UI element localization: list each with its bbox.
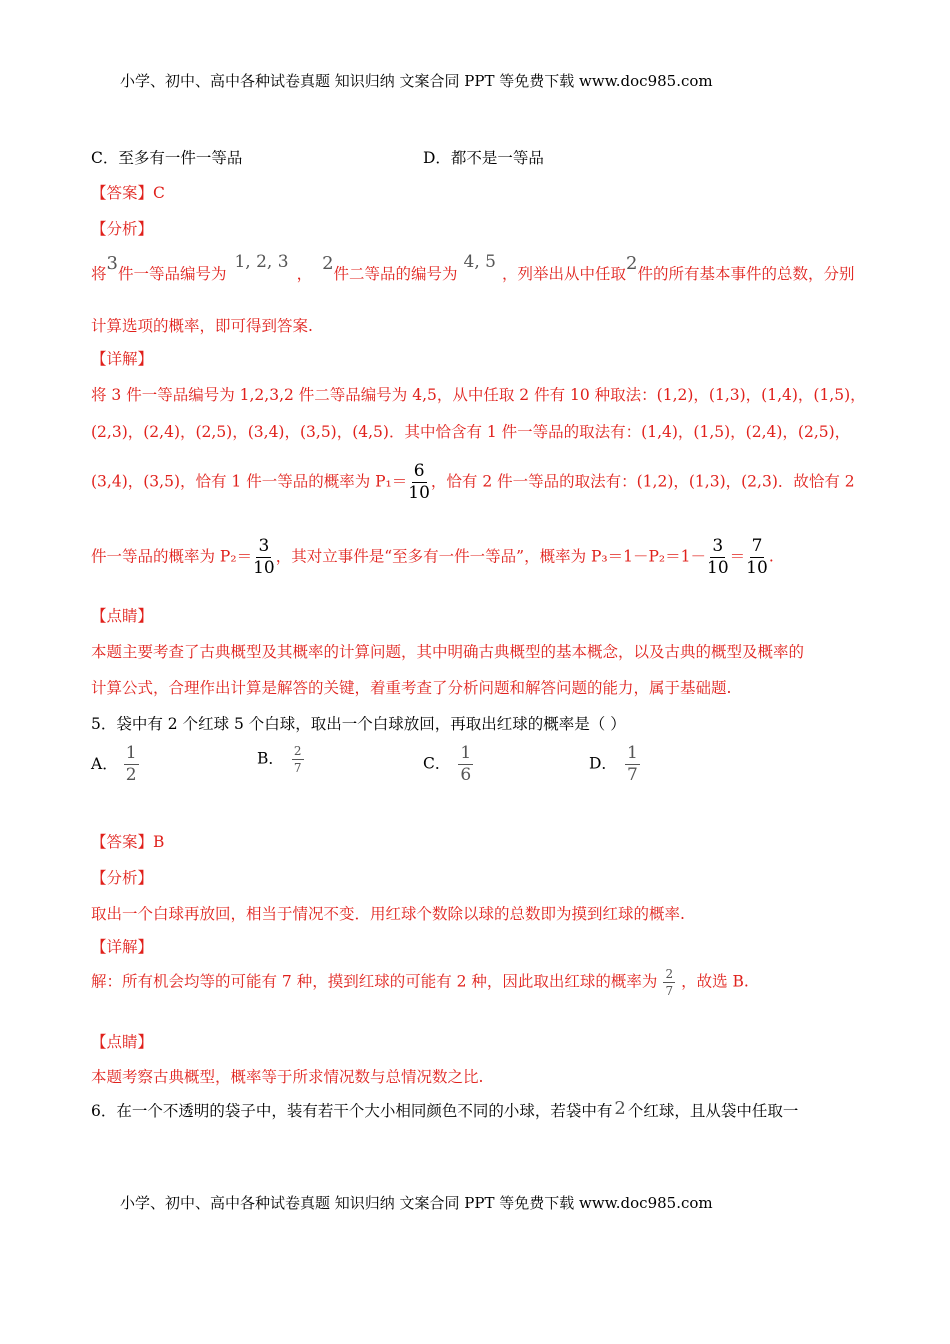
fraction-numerator: 2 — [665, 967, 674, 981]
fraction-denominator: 10 — [707, 558, 729, 578]
detail-text: . — [768, 547, 774, 566]
num-3: 3 — [106, 253, 118, 274]
detail-text: ，恰有 2 件一等品的取法有：(1,2)，(1,3)，(2,3)．故恰有 2 — [430, 472, 855, 491]
analysis-line-1 — [91, 252, 855, 284]
detail-text: 件一等品的概率为 P₂＝ — [91, 547, 253, 566]
analysis-label: 【分析】 — [91, 220, 154, 238]
q5-option-c — [423, 745, 474, 784]
option-label: D． — [589, 754, 617, 773]
fraction-numerator: 2 — [293, 744, 302, 758]
detail-text: (3,4)，(3,5)，恰有 1 件一等品的概率为 P₁＝ — [91, 472, 408, 491]
detail-line-3 — [91, 463, 855, 502]
answer-label: 【答案】 — [91, 833, 154, 851]
fraction-numerator: 1 — [626, 743, 638, 763]
fraction-denominator: 7 — [293, 761, 302, 775]
q5-option-d — [589, 745, 641, 784]
answer-line — [91, 181, 165, 203]
fraction-denominator: 6 — [460, 765, 472, 785]
analysis-text: 将 — [91, 265, 107, 283]
q5-option-a — [91, 745, 140, 784]
detail-text: ＝ — [729, 547, 746, 566]
q5-answer-line — [91, 830, 164, 852]
page-footer: 小学、初中、高中各种试卷真题 知识归纳 文案合同 PPT 等免费下载 www.doc985.com — [120, 1194, 713, 1212]
answer-value: B — [153, 833, 165, 851]
detail-text: ，故选 B. — [681, 972, 749, 991]
num-2: 2 — [322, 253, 334, 274]
set-4-5: 4, 5 — [463, 252, 496, 272]
stem-text: 6．在一个不透明的袋子中，装有若干个大小相同颜色不同的小球，若袋中有 — [91, 1102, 613, 1120]
analysis-text: ， — [296, 265, 313, 283]
question-5-stem: 5．袋中有 2 个红球 5 个白球，取出一个白球放回，再取出红球的概率是（ ） — [91, 715, 626, 733]
option-fraction — [292, 745, 304, 774]
answer-label: 【答案】 — [91, 184, 154, 202]
option-label: C． — [423, 754, 451, 773]
option-fraction — [458, 745, 473, 784]
num-2b: 2 — [626, 253, 638, 274]
detail-line-4 — [91, 538, 774, 577]
fraction-numerator: 3 — [258, 536, 270, 556]
fraction-denominator: 7 — [665, 984, 674, 998]
fraction-numerator: 1 — [125, 743, 137, 763]
analysis-text: ，列举出从中任取 — [502, 265, 627, 283]
fraction-6-10 — [408, 463, 430, 502]
num-2-red-balls: 2 — [614, 1098, 626, 1119]
option-c: C．至多有一件一等品 — [91, 149, 243, 167]
q5-detail-label: 【详解】 — [91, 938, 154, 956]
option-d: D．都不是一等品 — [423, 149, 544, 167]
q5-comment-label: 【点睛】 — [91, 1033, 154, 1051]
detail-line-1: 将 3 件一等品编号为 1,2,3,2 件二等品编号为 4,5，从中任取 2 件有 10 种取法：(1,2)，(1,3)，(1,4)，(1,5)， — [91, 386, 866, 404]
question-6-stem — [91, 1099, 798, 1121]
q5-detail-line — [91, 968, 749, 997]
detail-label: 【详解】 — [91, 350, 154, 368]
analysis-line-2: 计算选项的概率，即可得到答案. — [91, 317, 313, 335]
detail-line-2: (2,3)，(2,4)，(2,5)，(3,4)，(3,5)，(4,5)．其中恰含有 1 件一等品的取法有：(1,4)，(1,5)，(2,4)，(2,5)， — [91, 423, 851, 441]
fraction-2-7 — [663, 968, 675, 997]
fraction-3-10 — [253, 538, 275, 577]
fraction-numerator: 3 — [712, 536, 724, 556]
fraction-denominator: 2 — [125, 765, 137, 785]
q5-option-b — [257, 745, 305, 774]
fraction-denominator: 10 — [746, 558, 768, 578]
answer-value: C — [153, 184, 165, 202]
comment-line-2: 计算公式，合理作出计算是解答的关键，着重考查了分析问题和解答问题的能力，属于基础题. — [91, 679, 732, 697]
page-header: 小学、初中、高中各种试卷真题 知识归纳 文案合同 PPT 等免费下载 www.doc985.com — [120, 72, 713, 90]
q5-analysis-line: 取出一个白球再放回，相当于情况不变．用红球个数除以球的总数即为摸到红球的概率. — [91, 905, 685, 923]
fraction-denominator: 10 — [408, 483, 430, 503]
option-fraction — [124, 745, 139, 784]
fraction-denominator: 10 — [253, 558, 275, 578]
stem-text: 个红球，且从袋中任取一 — [627, 1102, 799, 1120]
option-fraction — [625, 745, 640, 784]
fraction-7-10 — [746, 538, 768, 577]
detail-text: 解：所有机会均等的可能有 7 种，摸到红球的可能有 2 种，因此取出红球的概率为 — [91, 972, 658, 991]
fraction-denominator: 7 — [626, 765, 638, 785]
comment-line-1: 本题主要考查了古典概型及其概率的计算问题，其中明确古典概型的基本概念，以及古典的概型及概率的 — [91, 643, 805, 661]
fraction-numerator: 7 — [751, 536, 763, 556]
fraction-numerator: 6 — [413, 461, 425, 481]
comment-label: 【点睛】 — [91, 607, 154, 625]
q5-comment-line: 本题考察古典概型，概率等于所求情况数与总情况数之比. — [91, 1068, 484, 1086]
q5-analysis-label: 【分析】 — [91, 869, 154, 887]
set-1-2-3: 1, 2, 3 — [234, 252, 289, 272]
fraction-3-10b — [707, 538, 729, 577]
detail-text: ，其对立事件是“至多有一件一等品”，概率为 P₃＝1－P₂＝1－ — [275, 547, 707, 566]
analysis-text: 件的所有基本事件的总数，分别 — [637, 265, 855, 283]
analysis-text: 件一等品编号为 — [117, 265, 227, 283]
option-label: B． — [257, 749, 284, 768]
analysis-text: 件二等品的编号为 — [333, 265, 458, 283]
option-label: A． — [91, 754, 118, 773]
fraction-numerator: 1 — [460, 743, 472, 763]
